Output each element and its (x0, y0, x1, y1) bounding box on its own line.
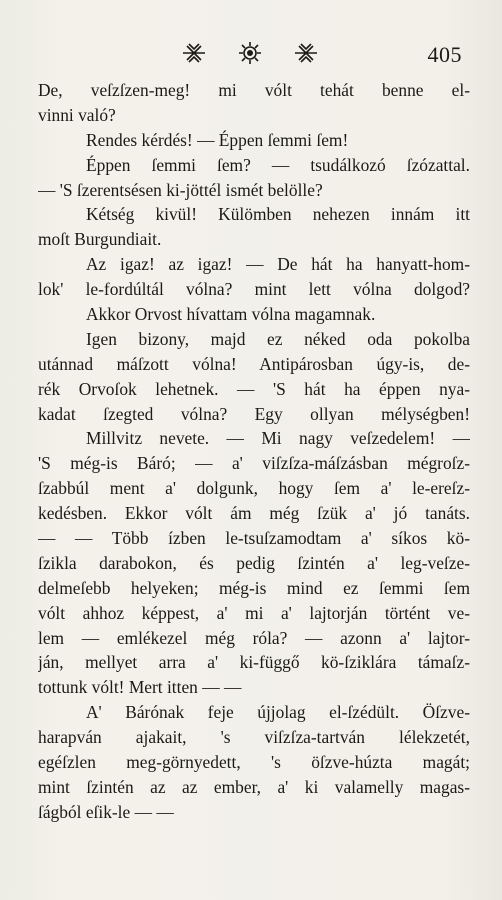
text-line: De, veſzſzen-meg! mi vólt tehát benne el- (38, 80, 470, 100)
text-line: kadat ſzegted vólna? Egy ollyan mélységben! (38, 403, 470, 424)
page-number: 405 (427, 42, 462, 67)
fleuron-ornament-icon (175, 40, 325, 66)
text-line: mint ſzintén az az ember, a' ki valamelly magas- (38, 776, 470, 797)
text-line: rék Orvoſok lehetnek. — 'S hát ha éppen nya- (38, 378, 470, 399)
text-line: lem — emlékezel még róla? — azonn a' lajtor- (38, 627, 470, 648)
text-line: kedésben. Ekkor vólt ám még ſzük a' jó tanáts. (38, 503, 470, 524)
text-line: vólt ahhoz képpest, a' mi a' lajtorján történt ve- (38, 602, 470, 623)
text-line: egéſzlen meg-görnyedett, 's öſzve-húzta magát; (38, 752, 470, 773)
body-text (38, 78, 470, 825)
running-header (0, 38, 502, 68)
text-line: Rendes kérdés! — Éppen ſemmi ſem! (86, 129, 349, 150)
text-line: tottunk vólt! Mert itten — — (38, 677, 242, 698)
text-line: Akkor Orvost hívattam vólna magamnak. (86, 304, 376, 325)
text-line: Igen bizony, majd ez néked oda pokolba (86, 328, 470, 349)
text-line: Az igaz! az igaz! — De hát ha hanyatt-hom- (86, 254, 470, 275)
text-line: harapván ajakait, 's viſzſza-tartván lélekzetét, (38, 727, 470, 748)
text-line: Éppen ſemmi ſem? — tsudálkozó ſzózattal. (86, 154, 470, 175)
text-line: ſágból eſik-le — — (38, 801, 174, 822)
text-line: 'S még-is Báró; — a' viſzſza-máſzásban mégroſz- (38, 453, 470, 474)
text-line: utánnad máſzott vólna! Antipárosban úgy-is, de- (38, 353, 470, 374)
text-line: ján, mellyet arra a' ki-függő kö-ſziklára támaſz- (38, 652, 470, 673)
text-line: delmeſebb helyeken; még-is mind ez ſemmi ſem (38, 577, 470, 598)
text-line: Kétség kivül! Külömben nehezen innám itt (86, 204, 470, 225)
text-line: ſzikla darabokon, és pedig ſzintén a' leg-veſze- (38, 552, 470, 573)
text-line: lok' le-fordúltál vólna? mint lett vólna dolgod? (38, 279, 470, 300)
text-line: — — Több ízben le-tsuſzamodtam a' síkos kö- (38, 528, 470, 549)
text-line: — 'S ſzerentsésen ki-jöttél ismét belölle? (38, 179, 323, 200)
text-line: ſzabbúl ment a' dolgunk, hogy ſem a' le-ereſz- (38, 478, 470, 499)
text-line: A' Bárónak feje újjolag el-ſzédült. Öſzve- (86, 702, 470, 723)
text-line: moſt Burgundiait. (38, 229, 162, 250)
text-line: Millvitz nevete. — Mi nagy veſzedelem! — (86, 428, 470, 449)
text-line: vinni való? (38, 104, 116, 125)
